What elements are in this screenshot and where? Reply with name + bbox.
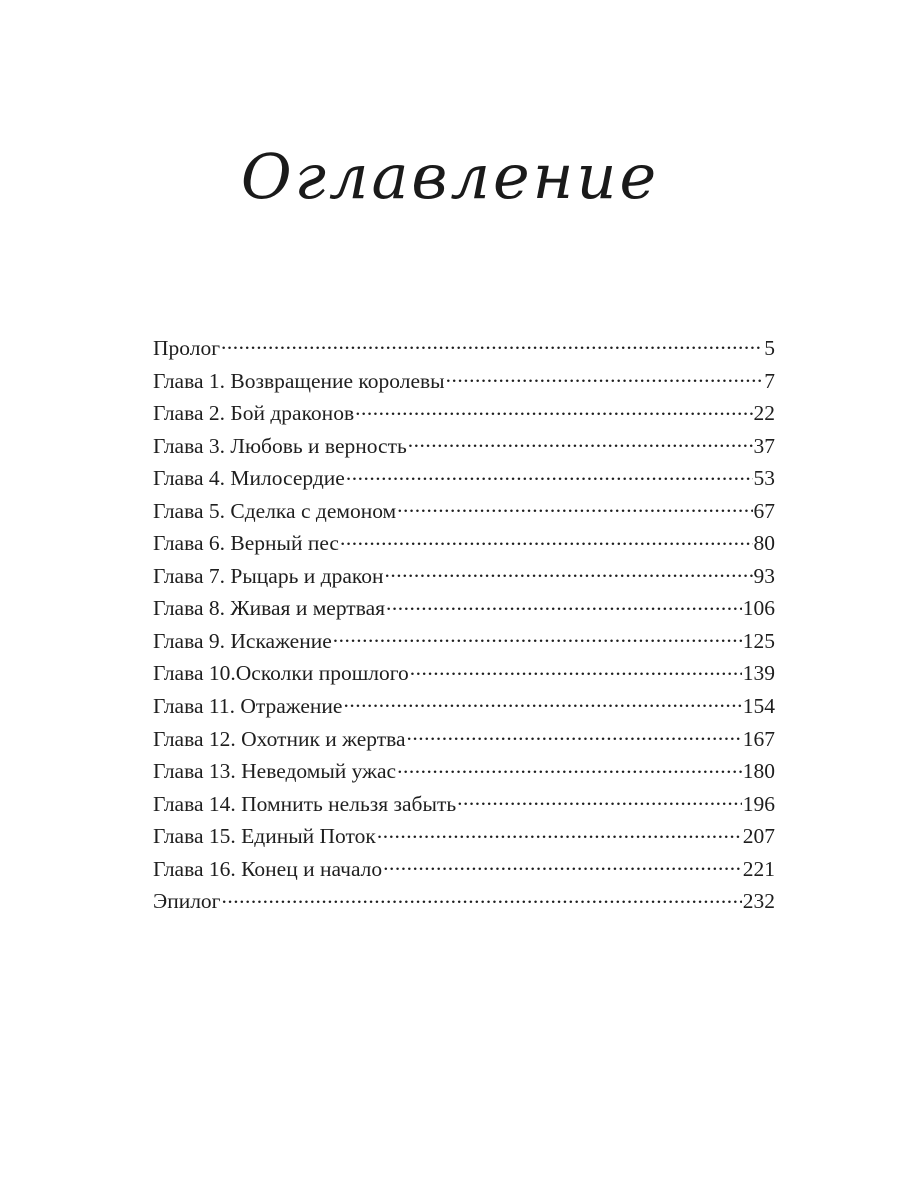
toc-entry-label: Глава 2. Бой драконов [153,401,355,426]
toc-entry-label: Глава 13. Неведомый ужас [153,759,397,784]
toc-entry-label: Пролог [153,336,221,360]
toc-entry-page: 5 [764,336,775,360]
dot-leader [397,757,742,779]
toc-entry-page: 67 [753,498,775,523]
toc-entry [153,885,775,918]
toc-entry [153,788,775,821]
dot-leader [408,431,753,453]
toc-entry-label: Глава 7. Рыцарь и дракон [153,563,384,588]
toc-entry-page: 53 [753,466,775,491]
toc-entry-label: Глава 6. Верный пес [153,531,339,556]
toc-entry-label: Глава 14. Помнить нельзя забыть [153,791,457,816]
toc-entry-label: Глава 9. Искажение [153,628,332,653]
toc-entry-page: 180 [742,759,775,784]
toc-entry-page: 154 [742,694,775,719]
dot-leader [355,399,752,421]
toc-entry [153,397,775,430]
toc-entry [153,755,775,788]
dot-leader [221,334,763,356]
toc-entry-label: Глава 11. Отражение [153,694,343,719]
dot-leader [333,626,742,648]
toc-entry-page: 106 [742,596,775,621]
toc-entry-page: 232 [742,889,775,914]
toc-entry-page: 22 [753,401,775,426]
dot-leader [397,496,752,518]
toc-entry-label: Глава 5. Сделка с демоном [153,498,397,523]
toc-entry [153,820,775,853]
table-of-contents [153,332,775,918]
dot-leader [222,887,742,909]
toc-entry-page: 221 [742,856,775,881]
toc-entry [153,430,775,463]
toc-entry-label: Глава 15. Единый Поток [153,824,376,849]
toc-entry-page: 125 [742,628,775,653]
toc-entry [153,657,775,690]
toc-entry-label: Глава 16. Конец и начало [153,856,383,881]
toc-entry-label: Эпилог [153,889,221,914]
toc-entry-page: 7 [764,368,775,393]
toc-entry [153,495,775,528]
dot-leader [346,464,753,486]
toc-entry-label: Глава 12. Охотник и жертва [153,726,406,751]
toc-entry [153,723,775,756]
toc-entry-label: Глава 8. Живая и мертвая [153,596,386,621]
dot-leader [377,822,742,844]
toc-entry-page: 207 [742,824,775,849]
dot-leader [457,789,742,811]
toc-entry [153,853,775,886]
toc-entry-label: Глава 10.Осколки прошлого [153,661,409,686]
toc-entry [153,625,775,658]
dot-leader [340,529,753,551]
dot-leader [446,366,764,388]
toc-entry [153,560,775,593]
toc-entry [153,462,775,495]
toc-entry-label: Глава 4. Милосердие [153,466,345,491]
toc-entry [153,527,775,560]
toc-entry-page: 167 [742,726,775,751]
toc-entry-page: 139 [742,661,775,686]
toc-entry-label: Глава 1. Возвращение королевы [153,368,445,393]
dot-leader [407,724,742,746]
dot-leader [343,692,741,714]
dot-leader [410,659,742,681]
dot-leader [384,561,752,583]
toc-entry [153,592,775,625]
toc-entry-page: 196 [742,791,775,816]
page-title: Оглавление [240,140,660,213]
toc-entry [153,365,775,398]
toc-entry [153,690,775,723]
toc-entry-label: Глава 3. Любовь и верность [153,433,407,458]
toc-entry [153,332,775,365]
dot-leader [386,594,742,616]
toc-entry-page: 80 [753,531,775,556]
dot-leader [383,854,742,876]
toc-entry-page: 37 [753,433,775,458]
toc-entry-page: 93 [753,563,775,588]
